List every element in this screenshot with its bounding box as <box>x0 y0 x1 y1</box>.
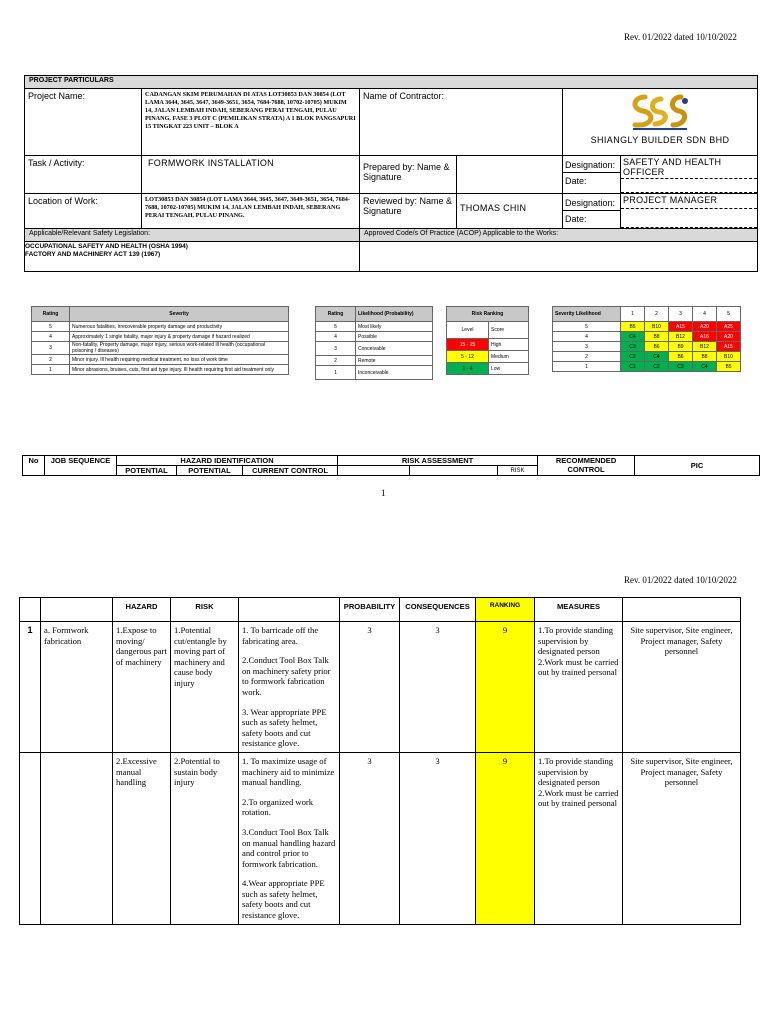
matrix-row <box>553 342 741 352</box>
matrix-cell: A25 <box>717 322 741 332</box>
severity-rating: 2 <box>32 355 70 365</box>
designation-label-prepared: Designation: <box>563 156 620 173</box>
matrix-col-header: 5 <box>717 307 741 322</box>
matrix-cell: C2 <box>645 362 669 372</box>
matrix-cell: C4 <box>621 332 645 342</box>
legislation-label: Applicable/Relevant Safety Legislation: <box>25 229 360 242</box>
risk-ranking-header-score: Score <box>489 322 529 339</box>
likelihood-description: Most likely <box>356 322 433 332</box>
risk-ranking-level: Low <box>489 363 529 375</box>
strip-risk: RISK <box>498 466 538 476</box>
risk-matrix-body <box>553 322 741 372</box>
strip-risk-assessment: RISK ASSESSMENT <box>338 456 538 466</box>
hazard: 1.Expose to moving/ dangerous part of machinery <box>113 622 171 753</box>
acop-label: Approved Code/s Of Practice (ACOP) Applicable to the Works: <box>360 229 758 242</box>
likelihood-table <box>315 306 433 380</box>
designation-prepared-value: SAFETY AND HEALTH OFFICER <box>621 156 757 179</box>
control-item: 1. To barricade off the fabricating area. <box>242 625 319 646</box>
matrix-cell: C2 <box>621 352 645 362</box>
company-logo-icon <box>625 91 695 133</box>
matrix-cell: B9 <box>669 342 693 352</box>
risk-ranking-header-level: Level <box>447 322 489 339</box>
likelihood-description: Remote <box>356 356 433 366</box>
reviewer-name: THOMAS CHIN <box>457 194 563 229</box>
matrix-cell: B6 <box>669 352 693 362</box>
risk-ranking-table <box>446 306 529 375</box>
ranking: 9 <box>476 622 535 753</box>
legislation-item: FACTORY AND MACHINERY ACT 139 (1967) <box>25 251 161 258</box>
project-name-label: Project Name: <box>25 89 142 156</box>
likelihood-header-rating: Rating <box>316 307 356 322</box>
row-number: 1 <box>20 622 41 753</box>
contractor-label: Name of Contractor: <box>360 89 563 156</box>
matrix-row <box>553 362 741 372</box>
job-sequence: a. Formwork fabrication <box>41 622 113 753</box>
likelihood-header-likelihood: Likelihood (Probability) <box>356 307 433 322</box>
prepared-name-cell <box>457 156 563 194</box>
matrix-cell: C4 <box>645 352 669 362</box>
matrix-row <box>553 352 741 362</box>
recommended-measures <box>535 622 623 753</box>
legislation-list <box>25 242 360 272</box>
date-prepared-value <box>621 179 757 193</box>
severity-header-rating: Rating <box>32 307 70 322</box>
matrix-cell: B5 <box>621 322 645 332</box>
recommended-measures <box>535 752 623 924</box>
matrix-row-label: 1 <box>553 362 621 372</box>
strip-blank <box>410 466 498 476</box>
strip-potential: POTENTIAL <box>177 466 243 476</box>
matrix-col-header: 4 <box>693 307 717 322</box>
reviewed-designation-labels <box>563 194 621 229</box>
project-particulars-table <box>24 75 758 272</box>
project-name-value: CADANGAN SKIM PERUMAHAN DI ATAS LOT30853 DAN 30854 (LOT LAMA 3644, 3645, 3647, 3649-3651, 3654, 7684-7688, 10702-10705) MUKIM 14, JALAN LEMBAH INDAH, SEBERANG PERAI TENGAH, PULAU PINANG. FASE 3 PLOT C (PEMILIKAN STRATA) A 1 BLOK PANGSAPURI 15 TINGKAT 223 UNIT – BLOK A <box>142 89 360 156</box>
severity-description: Numerous fatalities, irrecoverable property damage and productivity <box>70 322 289 332</box>
risk-ranking-score: 5 - 12 <box>447 351 489 363</box>
control-item: 1. To maximize usage of machinery aid to minimize manual handling. <box>242 755 335 788</box>
location-value: LOT30853 DAN 30854 (LOT LAMA 3644, 3645, 3647, 3649-3651, 3654, 7684-7688, 10702-10705) MUKIM 14, JALAN LEMBAH INDAH, SEBERANG PERAI TENGAH, PULAU PINANG. <box>142 194 360 229</box>
risk-ranking-score: 15 - 25 <box>447 339 489 351</box>
prepared-designation-values <box>621 156 758 194</box>
legislation-item: OCCUPATIONAL SAFETY AND HEALTH (OSHA 1994) <box>25 243 188 250</box>
contractor-name: SHIANGLY BUILDER SDN BHD <box>590 135 730 145</box>
strip-job-sequence: JOB SEQUENCE <box>45 456 117 476</box>
matrix-cell: A20 <box>717 332 741 342</box>
strip-potential: POTENTIAL <box>117 466 177 476</box>
measure-item: 2.Work must be carried out by trained personal <box>538 787 619 809</box>
strip-hazard-identification: HAZARD IDENTIFICATION <box>117 456 338 466</box>
matrix-cell: A15 <box>669 322 693 332</box>
revision-label-top: Rev. 01/2022 dated 10/10/2022 <box>624 32 737 42</box>
matrix-col-header: 1 <box>621 307 645 322</box>
likelihood-rating: 4 <box>316 332 356 342</box>
col-header-probability: PROBABILITY <box>340 598 400 622</box>
col-header-ranking: RANKING <box>476 598 535 622</box>
col-header-no <box>20 598 41 622</box>
date-reviewed-value <box>621 209 757 228</box>
severity-header-severity: Severity <box>70 307 289 322</box>
strip-recommended-control: RECOMMENDED CONTROL <box>538 456 635 476</box>
revision-label-page2: Rev. 01/2022 dated 10/10/2022 <box>624 575 737 585</box>
severity-description: Minor abrasions, bruises, cuts, first aid type injury. Ill health requiring first aid treatment only <box>70 365 289 375</box>
consequences: 3 <box>400 752 476 924</box>
current-controls <box>239 752 340 924</box>
matrix-cell: A16 <box>693 332 717 342</box>
likelihood-rating: 1 <box>316 366 356 380</box>
matrix-cell: B10 <box>717 352 741 362</box>
matrix-cell: B8 <box>645 332 669 342</box>
matrix-cell: B10 <box>645 322 669 332</box>
current-controls <box>239 622 340 753</box>
reviewed-designation-values <box>621 194 758 229</box>
measure-item: 2.Work must be carried out by trained personal <box>538 656 619 678</box>
ranking: 9 <box>476 752 535 924</box>
matrix-cell: C4 <box>693 362 717 372</box>
task-value: FORMWORK INSTALLATION <box>142 156 360 194</box>
severity-rating: 3 <box>32 342 70 355</box>
severity-table <box>31 306 289 375</box>
designation-label-reviewed: Designation: <box>563 194 620 211</box>
severity-description: Approximately 1 single fatality, major injury & property damage if hazard realized <box>70 332 289 342</box>
location-label: Location of Work: <box>25 194 142 229</box>
matrix-row-label: 2 <box>553 352 621 362</box>
risk: 1.Potential cut/entangle by moving part of machinery and cause body injury <box>171 622 239 753</box>
likelihood-rating: 3 <box>316 342 356 356</box>
prepared-designation-labels <box>563 156 621 194</box>
severity-rating: 5 <box>32 322 70 332</box>
acop-value <box>360 242 758 272</box>
severity-description: Non-fatality, Property damage, major injury, serious work-related ill health (occupational poisoning / diseases) <box>70 342 289 355</box>
date-label-prepared: Date: <box>565 176 587 186</box>
person-in-charge: Site supervisor, Site engineer, Project manager, Safety personnel <box>623 622 741 753</box>
job-sequence <box>41 752 113 924</box>
designation-reviewed-value: PROJECT MANAGER <box>621 194 757 209</box>
contractor-cell <box>563 89 758 156</box>
reviewed-label: Reviewed by: Name & Signature <box>360 194 457 229</box>
probability: 3 <box>340 752 400 924</box>
matrix-row-label: 3 <box>553 342 621 352</box>
risk-matrix-table <box>552 306 741 372</box>
person-in-charge: Site supervisor, Site engineer, Project manager, Safety personnel <box>623 752 741 924</box>
likelihood-rating: 2 <box>316 356 356 366</box>
col-header-risk: RISK <box>171 598 239 622</box>
risk-ranking-level: Medium <box>489 351 529 363</box>
control-item: 3.Conduct Tool Box Talk on manual handling hazard and control prior to formwork fabrication. <box>242 826 336 869</box>
control-item: 4.Wear appropriate PPE such as safety helmet, safety boots and cut resistance glove. <box>242 878 325 921</box>
matrix-row <box>553 322 741 332</box>
strip-pic: PIC <box>635 456 760 476</box>
matrix-cell: A15 <box>717 342 741 352</box>
matrix-cell: C3 <box>621 342 645 352</box>
matrix-cell: B8 <box>693 352 717 362</box>
matrix-cell: B6 <box>645 342 669 352</box>
matrix-col-header: 3 <box>669 307 693 322</box>
measure-item: 1.To provide standing supervision by designated person <box>538 625 614 657</box>
strip-no: No <box>23 456 45 476</box>
matrix-col-header: 2 <box>645 307 669 322</box>
table-row <box>20 752 741 924</box>
likelihood-description: Inconceivable <box>356 366 433 380</box>
matrix-cell: B12 <box>693 342 717 352</box>
risk-ranking-score: 1 - 4 <box>447 363 489 375</box>
severity-rating: 4 <box>32 332 70 342</box>
risk: 2.Potential to sustain body injury <box>171 752 239 924</box>
matrix-row <box>553 332 741 342</box>
task-label: Task / Activity: <box>25 156 142 194</box>
strip-current-control: CURRENT CONTROL <box>243 466 338 476</box>
matrix-cell: A20 <box>693 322 717 332</box>
col-header-pic <box>623 598 741 622</box>
col-header-controls <box>239 598 340 622</box>
page-number: 1 <box>381 488 386 498</box>
prepared-label: Prepared by: Name & Signature <box>360 156 457 194</box>
risk-ranking-title: Risk Ranking <box>447 307 529 322</box>
table-row <box>20 622 741 753</box>
hazard: 2.Excessive manual handling <box>113 752 171 924</box>
matrix-row-label: 4 <box>553 332 621 342</box>
consequences: 3 <box>400 622 476 753</box>
measure-item: 1.To provide standing supervision by designated person <box>538 755 614 788</box>
strip-blank <box>338 466 410 476</box>
control-item: 2.To organized work rotation. <box>242 796 314 818</box>
severity-rating: 1 <box>32 365 70 375</box>
date-label-reviewed: Date: <box>565 214 587 224</box>
matrix-cell: B12 <box>669 332 693 342</box>
hazard-risk-body <box>20 622 741 925</box>
row-number <box>20 752 41 924</box>
matrix-corner-label: Severity Likelihood <box>553 307 621 322</box>
likelihood-rating: 5 <box>316 322 356 332</box>
col-header-measures: MEASURES <box>535 598 623 622</box>
col-header-hazard: HAZARD <box>113 598 171 622</box>
likelihood-description: Conceivable <box>356 342 433 356</box>
particulars-header: PROJECT PARTICULARS <box>25 76 758 89</box>
likelihood-description: Possible <box>356 332 433 342</box>
col-header-consequences: CONSEQUENCES <box>400 598 476 622</box>
matrix-row-label: 5 <box>553 322 621 332</box>
matrix-cell: B5 <box>717 362 741 372</box>
control-item: 2.Conduct Tool Box Talk on machinery safety prior to formwork fabrication work. <box>242 655 331 697</box>
matrix-cell: C1 <box>621 362 645 372</box>
matrix-cell: C3 <box>669 362 693 372</box>
severity-description: Minor injury. Ill health requiring medical treatment, no loss of work time <box>70 355 289 365</box>
probability: 3 <box>340 622 400 753</box>
hazard-risk-table <box>19 597 741 925</box>
risk-register-header-strip <box>22 455 760 476</box>
col-header-job <box>41 598 113 622</box>
control-item: 3. Wear appropriate PPE such as safety helmet, safety boots and cut resistance glove. <box>242 706 327 749</box>
risk-ranking-level: High <box>489 339 529 351</box>
